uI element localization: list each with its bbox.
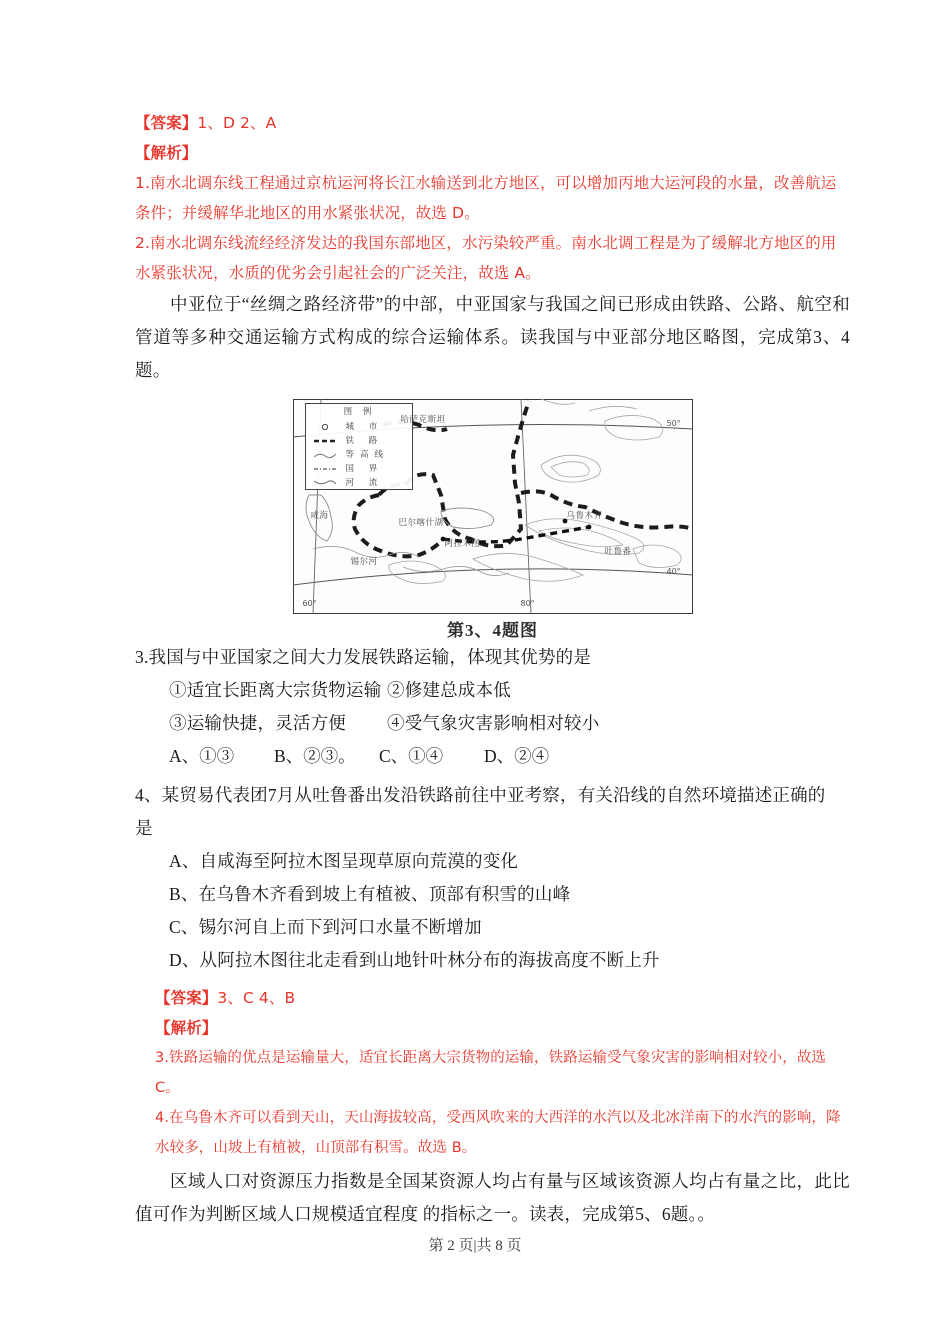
question-4-choice-c[interactable]: C、锡尔河自上而下到河口水量不断增加 [169, 917, 482, 937]
border-symbol-icon [310, 465, 340, 473]
answer-block-1 [135, 108, 850, 288]
intro-paragraph-1: 中亚位于“丝绸之路经济带”的中部，中亚国家与我国之间已形成由铁路、公路、航空和管道等多种交通运输方式构成的综合运输体系。读我国与中亚部分地区略图，完成第3、4题。 [135, 294, 850, 380]
page-footer [0, 1234, 950, 1255]
question-3-statement-3: ③运输快捷，灵活方便 [169, 713, 346, 733]
map-label-almaty: 阿拉木图 [444, 539, 481, 549]
answer-label-2: 【答案】 [155, 989, 218, 1007]
question-3-choice-d[interactable]: D、②④ [484, 746, 550, 766]
question-3-choice-b[interactable]: B、②③。 [274, 746, 356, 766]
question-4 [135, 779, 850, 977]
question-4-choice-a[interactable]: A、自咸海至阿拉木图呈现草原向荒漠的变化 [169, 851, 519, 871]
analysis-text-1-2: 2.南水北调东线流经经济发达的我国东部地区，水污染较严重。南水北调工程是为了缓解北方地区的用水紧张状况，水质的优劣会引起社会的广泛关注，故选 A。 [135, 234, 837, 282]
map-label-turpan: 吐鲁番 [604, 547, 632, 557]
legend-label-contour: 等高线 [345, 450, 390, 460]
map-label-kazakhstan: 哈萨克斯坦 [400, 415, 446, 425]
answer-block-2 [135, 983, 850, 1163]
map-grid-label-60e: 60° [302, 599, 317, 608]
analysis-label-2: 【解析】 [155, 1019, 218, 1037]
map-label-aral-sea: 咸海 [310, 511, 329, 521]
question-3-stem: 3.我国与中亚国家之间大力发展铁路运输，体现其优势的是 [135, 647, 592, 667]
legend-item-railway [310, 434, 410, 448]
legend-label-border: 国 界 [345, 464, 384, 474]
map-label-syr-darya: 锡尔河 [350, 557, 378, 567]
answer-line-1 [135, 108, 850, 138]
page-number: 第 2 页|共 8 页 [428, 1238, 522, 1254]
map-grid-label-50n: 50° [666, 419, 681, 428]
intro-paragraph-2: 区域人口对资源压力指数是全国某资源人均占有量与区域该资源人均占有量之比，此比值可作为判断区域人口规模适宜程度 的指标之一。读表，完成第5、6题。。 [135, 1171, 850, 1224]
legend-label-river: 河 流 [345, 478, 384, 488]
figure-map-central-asia [135, 399, 850, 641]
legend-item-city [310, 420, 410, 434]
map-grid-label-80e: 80° [520, 599, 535, 608]
legend-label-railway: 铁 路 [345, 436, 384, 446]
question-3-choice-c[interactable]: C、①④ [379, 746, 444, 766]
analysis-text-2-2: 4.在乌鲁木齐可以看到天山，天山海拔较高，受西风吹来的大西洋的水汽以及北冰洋南下的水汽的影响，降水较多，山坡上有植被，山顶部有积雪。故选 B。 [155, 1110, 841, 1156]
legend-item-river [310, 476, 410, 490]
map-label-urumqi: 乌鲁木齐 [566, 511, 603, 521]
map-legend [305, 403, 413, 490]
question-3-choices [135, 740, 850, 773]
map-grid-label-40n: 40° [666, 567, 681, 576]
question-4-stem-line-1: 4、某贸易代表团7月从吐鲁番出发沿铁路前往中亚考察，有关沿线的自然环境描述正确的 [135, 785, 826, 805]
answer-label-1: 【答案】 [135, 114, 198, 132]
map-label-balkhash-lake: 巴尔喀什湖 [398, 518, 444, 528]
question-3-statement-row-1 [135, 674, 850, 707]
figure-caption: 第3、4题图 [447, 621, 538, 640]
question-4-choice-b[interactable]: B、在乌鲁木齐看到坡上有植被、顶部有积雪的山峰 [169, 884, 571, 904]
map-container [293, 399, 693, 614]
answer-values-2: 3、C 4、B [217, 989, 296, 1007]
legend-title: 图 例 [343, 407, 376, 417]
legend-label-city: 城 市 [345, 422, 384, 432]
contour-symbol-icon [310, 451, 340, 459]
river-symbol-icon [310, 479, 340, 487]
railway-symbol-icon [310, 437, 340, 445]
question-3 [135, 641, 850, 773]
legend-item-contour [310, 448, 410, 462]
question-3-statement-1: ①适宜长距离大宗货物运输 [169, 680, 382, 700]
analysis-text-1-1: 1.南水北调东线工程通过京杭运河将长江水输送到北方地区，可以增加丙地大运河段的水量，改善航运条件；并缓解华北地区的用水紧张状况，故选 D。 [135, 174, 837, 222]
question-4-choice-d[interactable]: D、从阿拉木图往北走看到山地针叶林分布的海拔高度不断上升 [169, 950, 660, 970]
city-symbol-icon [310, 423, 340, 431]
analysis-text-2-1: 3.铁路运输的优点是运输量大，适宜长距离大宗货物的运输，铁路运输受气象灾害的影响相对较小，故选 C。 [155, 1050, 827, 1096]
answer-values-1: 1、D 2、A [197, 114, 277, 132]
question-3-choice-a[interactable]: A、①③ [169, 746, 235, 766]
question-4-stem-line-2: 是 [135, 818, 153, 838]
answer-line-2 [155, 983, 850, 1013]
analysis-label-1: 【解析】 [135, 144, 198, 162]
legend-item-border [310, 462, 410, 476]
question-3-statement-4: ④受气象灾害影响相对较小 [387, 713, 600, 733]
question-3-statement-2: ②修建总成本低 [387, 680, 511, 700]
question-3-statement-row-2 [135, 707, 850, 740]
